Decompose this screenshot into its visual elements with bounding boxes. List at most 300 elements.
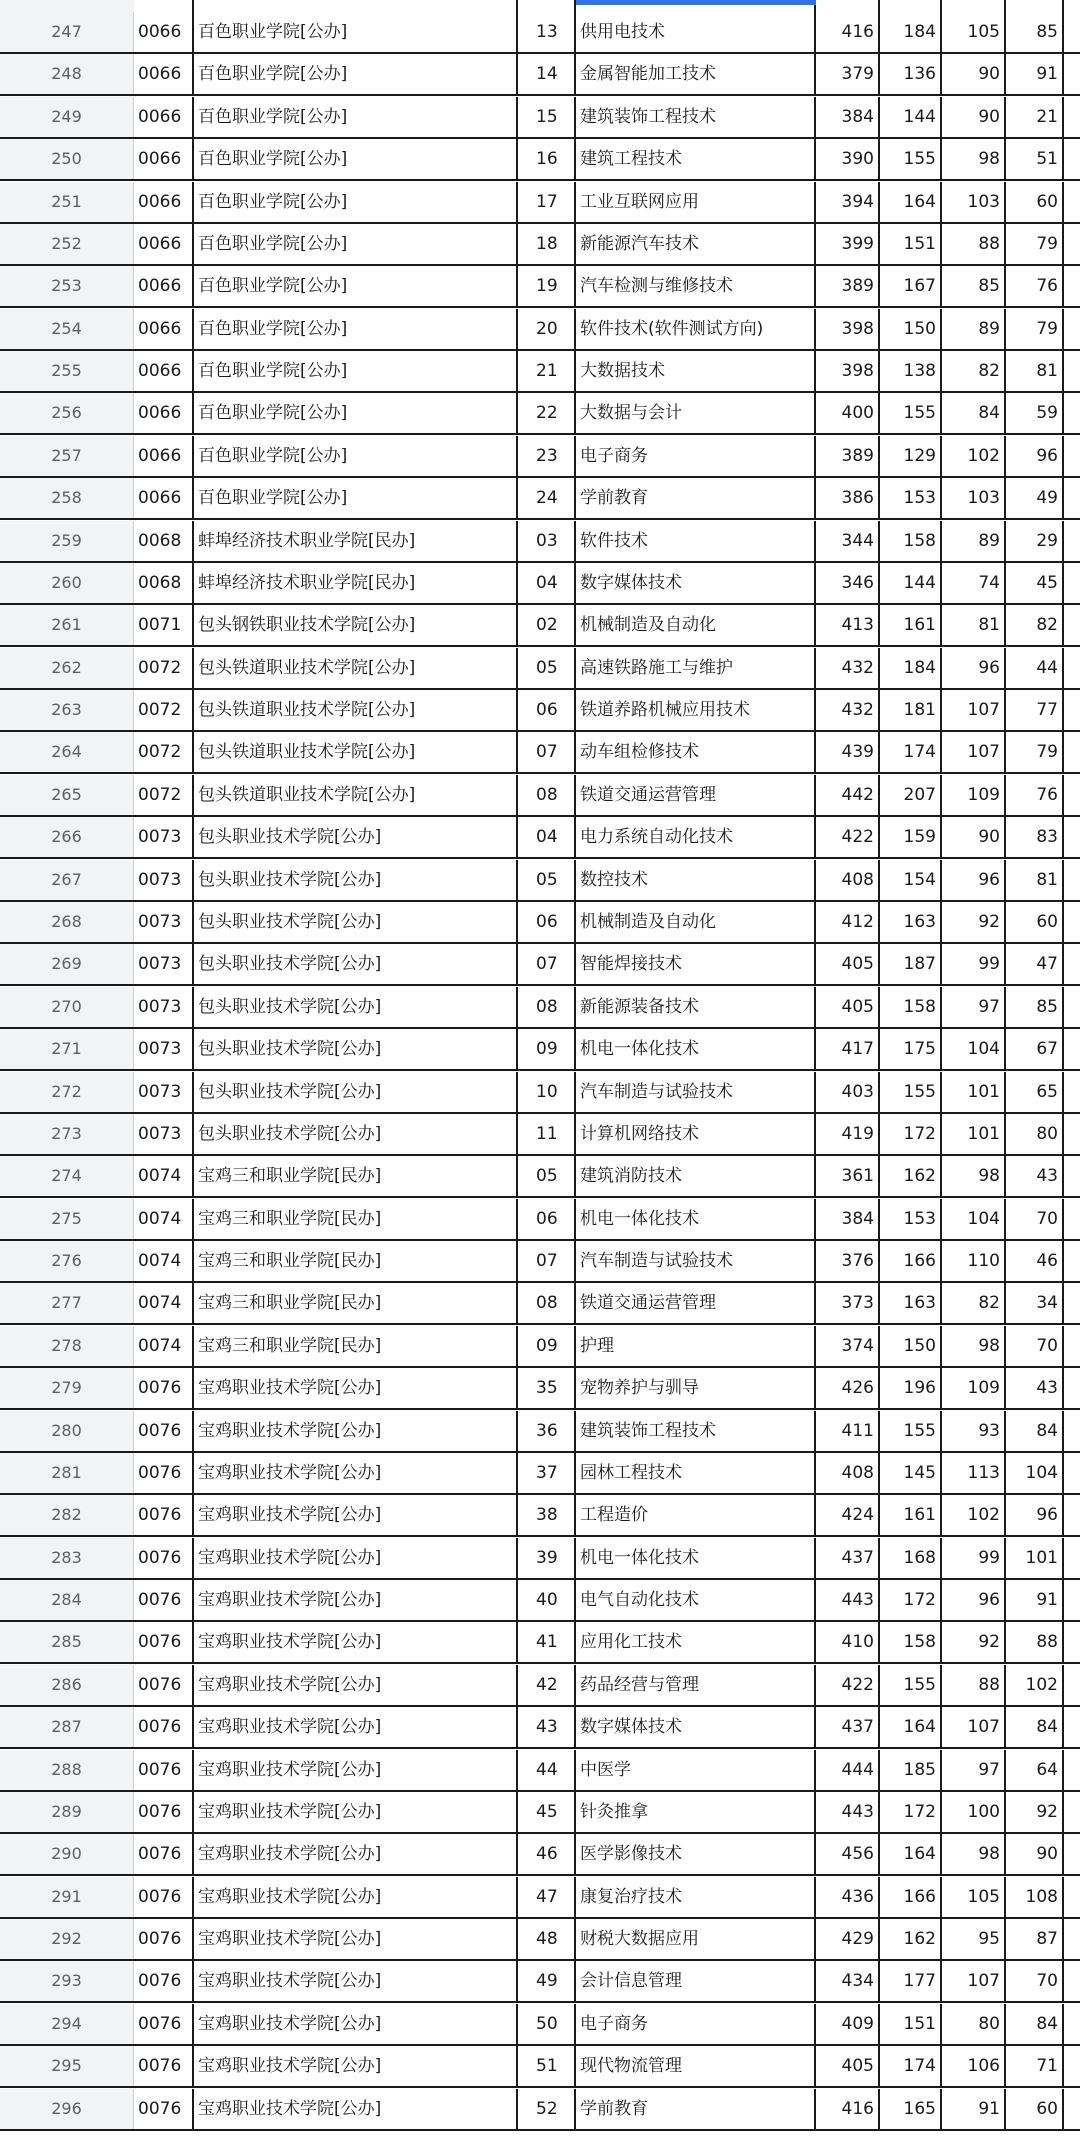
school-code-cell[interactable]: 0076 xyxy=(134,1580,194,1620)
score-col3-cell[interactable]: 110 xyxy=(942,1241,1006,1281)
score-total-cell[interactable]: 424 xyxy=(816,1495,880,1535)
score-col3-cell[interactable]: 113 xyxy=(942,1453,1006,1493)
school-name-cell[interactable]: 包头职业技术学院[公办] xyxy=(194,1114,518,1154)
school-code-cell[interactable]: 0072 xyxy=(134,775,194,815)
score-total-cell[interactable]: 405 xyxy=(816,2046,880,2086)
major-code-cell[interactable]: 06 xyxy=(518,902,576,942)
score-col4-cell[interactable]: 77 xyxy=(1006,690,1064,730)
major-name-cell[interactable]: 建筑装饰工程技术 xyxy=(576,1411,816,1451)
school-name-cell[interactable]: 宝鸡职业技术学院[公办] xyxy=(194,1411,518,1451)
score-col3-cell[interactable]: 89 xyxy=(942,309,1006,349)
table-row[interactable] xyxy=(0,1622,1080,1664)
major-name-cell[interactable]: 汽车检测与维修技术 xyxy=(576,266,816,306)
school-name-cell[interactable]: 百色职业学院[公办] xyxy=(194,351,518,391)
major-name-cell[interactable]: 软件技术 xyxy=(576,521,816,561)
major-code-cell[interactable]: 50 xyxy=(518,2004,576,2044)
score-total-cell[interactable]: 419 xyxy=(816,1114,880,1154)
row-number[interactable]: 277 xyxy=(0,1283,134,1323)
score-col4-cell[interactable]: 90 xyxy=(1006,1834,1064,1874)
major-code-cell[interactable]: 09 xyxy=(518,1326,576,1366)
school-name-cell[interactable]: 宝鸡职业技术学院[公办] xyxy=(194,1580,518,1620)
school-code-cell[interactable]: 0076 xyxy=(134,1368,194,1408)
school-code-cell[interactable]: 0074 xyxy=(134,1283,194,1323)
row-number[interactable]: 270 xyxy=(0,987,134,1027)
major-code-cell[interactable]: 46 xyxy=(518,1834,576,1874)
school-code-cell[interactable]: 0073 xyxy=(134,987,194,1027)
row-number[interactable]: 281 xyxy=(0,1453,134,1493)
table-row[interactable] xyxy=(0,690,1080,732)
school-code-cell[interactable]: 0076 xyxy=(134,1919,194,1959)
school-name-cell[interactable]: 百色职业学院[公办] xyxy=(194,266,518,306)
score-total-cell[interactable]: 443 xyxy=(816,1792,880,1832)
next-column-cell[interactable] xyxy=(1064,2004,1080,2044)
score-total-cell[interactable]: 413 xyxy=(816,605,880,645)
score-total-cell[interactable]: 411 xyxy=(816,1411,880,1451)
table-row[interactable] xyxy=(0,54,1080,96)
major-name-cell[interactable]: 机械制造及自动化 xyxy=(576,902,816,942)
school-name-cell[interactable]: 蚌埠经济技术职业学院[民办] xyxy=(194,563,518,603)
score-col2-cell[interactable]: 165 xyxy=(880,2089,942,2129)
score-total-cell[interactable]: 426 xyxy=(816,1368,880,1408)
major-name-cell[interactable]: 电气自动化技术 xyxy=(576,1580,816,1620)
score-total-cell[interactable]: 405 xyxy=(816,944,880,984)
score-col3-cell[interactable]: 91 xyxy=(942,2089,1006,2129)
table-row[interactable] xyxy=(0,944,1080,986)
row-number[interactable]: 269 xyxy=(0,944,134,984)
major-code-cell[interactable]: 07 xyxy=(518,944,576,984)
row-number[interactable]: 276 xyxy=(0,1241,134,1281)
row-number[interactable]: 261 xyxy=(0,605,134,645)
score-total-cell[interactable]: 439 xyxy=(816,732,880,772)
major-code-cell[interactable]: 47 xyxy=(518,1877,576,1917)
school-name-cell[interactable]: 宝鸡职业技术学院[公办] xyxy=(194,1665,518,1705)
next-column-cell[interactable] xyxy=(1064,775,1080,815)
school-name-cell[interactable]: 宝鸡职业技术学院[公办] xyxy=(194,1538,518,1578)
row-number[interactable]: 250 xyxy=(0,139,134,179)
major-code-cell[interactable]: 51 xyxy=(518,2046,576,2086)
major-name-cell[interactable]: 财税大数据应用 xyxy=(576,1919,816,1959)
score-col4-cell[interactable]: 79 xyxy=(1006,224,1064,264)
score-total-cell[interactable]: 422 xyxy=(816,817,880,857)
school-name-cell[interactable]: 宝鸡职业技术学院[公办] xyxy=(194,1495,518,1535)
major-name-cell[interactable]: 会计信息管理 xyxy=(576,1961,816,2001)
table-row[interactable] xyxy=(0,266,1080,308)
row-number[interactable]: 288 xyxy=(0,1750,134,1790)
major-name-cell[interactable]: 针灸推拿 xyxy=(576,1792,816,1832)
score-col2-cell[interactable]: 154 xyxy=(880,860,942,900)
score-col2-cell[interactable]: 158 xyxy=(880,521,942,561)
score-total-cell[interactable]: 376 xyxy=(816,1241,880,1281)
major-code-cell[interactable]: 16 xyxy=(518,139,576,179)
major-name-cell[interactable]: 宠物养护与驯导 xyxy=(576,1368,816,1408)
major-name-cell[interactable]: 应用化工技术 xyxy=(576,1622,816,1662)
score-col2-cell[interactable]: 196 xyxy=(880,1368,942,1408)
score-col2-cell[interactable]: 150 xyxy=(880,1326,942,1366)
next-column-cell[interactable] xyxy=(1064,224,1080,264)
row-number[interactable]: 293 xyxy=(0,1961,134,2001)
row-number[interactable]: 258 xyxy=(0,478,134,518)
major-name-cell[interactable]: 学前教育 xyxy=(576,478,816,518)
school-name-cell[interactable]: 包头职业技术学院[公办] xyxy=(194,1072,518,1112)
score-col4-cell[interactable]: 46 xyxy=(1006,1241,1064,1281)
score-total-cell[interactable]: 432 xyxy=(816,648,880,688)
table-row[interactable] xyxy=(0,2004,1080,2046)
score-col3-cell[interactable]: 90 xyxy=(942,54,1006,94)
score-col2-cell[interactable]: 162 xyxy=(880,1919,942,1959)
score-col4-cell[interactable]: 43 xyxy=(1006,1368,1064,1408)
score-col4-cell[interactable]: 102 xyxy=(1006,1665,1064,1705)
school-code-cell[interactable]: 0076 xyxy=(134,1495,194,1535)
score-total-cell[interactable]: 403 xyxy=(816,1072,880,1112)
table-row[interactable] xyxy=(0,1072,1080,1114)
major-code-cell[interactable]: 49 xyxy=(518,1961,576,2001)
major-code-cell[interactable]: 14 xyxy=(518,54,576,94)
score-total-cell[interactable]: 422 xyxy=(816,1665,880,1705)
major-name-cell[interactable]: 医学影像技术 xyxy=(576,1834,816,1874)
score-col3-cell[interactable]: 103 xyxy=(942,478,1006,518)
next-column-cell[interactable] xyxy=(1064,1580,1080,1620)
major-name-cell[interactable]: 大数据与会计 xyxy=(576,393,816,433)
major-code-cell[interactable]: 23 xyxy=(518,436,576,476)
school-name-cell[interactable]: 百色职业学院[公办] xyxy=(194,139,518,179)
major-code-cell[interactable]: 15 xyxy=(518,97,576,137)
school-name-cell[interactable]: 百色职业学院[公办] xyxy=(194,97,518,137)
major-name-cell[interactable]: 金属智能加工技术 xyxy=(576,54,816,94)
score-col2-cell[interactable]: 164 xyxy=(880,1707,942,1747)
score-total-cell[interactable]: 408 xyxy=(816,1453,880,1493)
score-col3-cell[interactable]: 101 xyxy=(942,1072,1006,1112)
major-name-cell[interactable]: 机电一体化技术 xyxy=(576,1538,816,1578)
row-number[interactable]: 292 xyxy=(0,1919,134,1959)
table-row[interactable] xyxy=(0,1114,1080,1156)
school-name-cell[interactable]: 百色职业学院[公办] xyxy=(194,478,518,518)
score-col4-cell[interactable]: 81 xyxy=(1006,351,1064,391)
school-code-cell[interactable]: 0068 xyxy=(134,563,194,603)
row-number[interactable]: 253 xyxy=(0,266,134,306)
table-row[interactable] xyxy=(0,1580,1080,1622)
row-number[interactable]: 283 xyxy=(0,1538,134,1578)
school-name-cell[interactable]: 包头铁道职业技术学院[公办] xyxy=(194,775,518,815)
major-name-cell[interactable]: 机电一体化技术 xyxy=(576,1199,816,1239)
next-column-cell[interactable] xyxy=(1064,1665,1080,1705)
score-total-cell[interactable]: 443 xyxy=(816,1580,880,1620)
major-code-cell[interactable]: 48 xyxy=(518,1919,576,1959)
school-name-cell[interactable]: 百色职业学院[公办] xyxy=(194,393,518,433)
next-column-cell[interactable] xyxy=(1064,309,1080,349)
table-row[interactable] xyxy=(0,12,1080,54)
row-number[interactable]: 272 xyxy=(0,1072,134,1112)
score-col3-cell[interactable]: 105 xyxy=(942,1877,1006,1917)
major-code-cell[interactable]: 17 xyxy=(518,182,576,222)
score-col3-cell[interactable]: 95 xyxy=(942,1919,1006,1959)
school-code-cell[interactable]: 0073 xyxy=(134,1072,194,1112)
major-name-cell[interactable]: 中医学 xyxy=(576,1750,816,1790)
school-code-cell[interactable]: 0076 xyxy=(134,2046,194,2086)
school-name-cell[interactable]: 宝鸡三和职业学院[民办] xyxy=(194,1156,518,1196)
major-name-cell[interactable]: 智能焊接技术 xyxy=(576,944,816,984)
score-total-cell[interactable]: 437 xyxy=(816,1538,880,1578)
school-code-cell[interactable]: 0076 xyxy=(134,1707,194,1747)
major-name-cell[interactable]: 建筑消防技术 xyxy=(576,1156,816,1196)
score-total-cell[interactable]: 436 xyxy=(816,1877,880,1917)
school-code-cell[interactable]: 0076 xyxy=(134,1453,194,1493)
score-total-cell[interactable]: 389 xyxy=(816,436,880,476)
major-name-cell[interactable]: 新能源装备技术 xyxy=(576,987,816,1027)
score-total-cell[interactable]: 374 xyxy=(816,1326,880,1366)
table-row[interactable] xyxy=(0,1199,1080,1241)
school-code-cell[interactable]: 0066 xyxy=(134,266,194,306)
score-col2-cell[interactable]: 174 xyxy=(880,732,942,772)
school-name-cell[interactable]: 蚌埠经济技术职业学院[民办] xyxy=(194,521,518,561)
next-column-cell[interactable] xyxy=(1064,1622,1080,1662)
score-col2-cell[interactable]: 155 xyxy=(880,139,942,179)
row-number[interactable]: 289 xyxy=(0,1792,134,1832)
school-code-cell[interactable]: 0074 xyxy=(134,1156,194,1196)
score-col2-cell[interactable]: 163 xyxy=(880,1283,942,1323)
school-name-cell[interactable]: 宝鸡职业技术学院[公办] xyxy=(194,1834,518,1874)
table-row[interactable] xyxy=(0,1750,1080,1792)
score-col2-cell[interactable]: 164 xyxy=(880,182,942,222)
school-code-cell[interactable]: 0072 xyxy=(134,732,194,772)
score-col4-cell[interactable]: 67 xyxy=(1006,1029,1064,1069)
major-name-cell[interactable]: 数字媒体技术 xyxy=(576,1707,816,1747)
score-col3-cell[interactable]: 104 xyxy=(942,1029,1006,1069)
score-col2-cell[interactable]: 185 xyxy=(880,1750,942,1790)
school-name-cell[interactable]: 宝鸡职业技术学院[公办] xyxy=(194,2089,518,2129)
score-col2-cell[interactable]: 151 xyxy=(880,2004,942,2044)
next-column-cell[interactable] xyxy=(1064,1707,1080,1747)
row-number[interactable]: 265 xyxy=(0,775,134,815)
school-name-cell[interactable]: 宝鸡三和职业学院[民办] xyxy=(194,1326,518,1366)
score-col4-cell[interactable]: 96 xyxy=(1006,1495,1064,1535)
score-total-cell[interactable]: 437 xyxy=(816,1707,880,1747)
school-name-cell[interactable]: 宝鸡三和职业学院[民办] xyxy=(194,1283,518,1323)
score-col3-cell[interactable]: 102 xyxy=(942,436,1006,476)
score-total-cell[interactable]: 373 xyxy=(816,1283,880,1323)
school-code-cell[interactable]: 0074 xyxy=(134,1326,194,1366)
score-col4-cell[interactable]: 81 xyxy=(1006,860,1064,900)
row-number[interactable]: 268 xyxy=(0,902,134,942)
major-name-cell[interactable]: 学前教育 xyxy=(576,2089,816,2129)
major-name-cell[interactable]: 现代物流管理 xyxy=(576,2046,816,2086)
major-code-cell[interactable]: 39 xyxy=(518,1538,576,1578)
score-col4-cell[interactable]: 76 xyxy=(1006,266,1064,306)
table-row[interactable] xyxy=(0,987,1080,1029)
major-code-cell[interactable]: 04 xyxy=(518,817,576,857)
major-code-cell[interactable]: 10 xyxy=(518,1072,576,1112)
next-column-cell[interactable] xyxy=(1064,436,1080,476)
score-col2-cell[interactable]: 129 xyxy=(880,436,942,476)
row-number[interactable]: 262 xyxy=(0,648,134,688)
score-col4-cell[interactable]: 70 xyxy=(1006,1961,1064,2001)
next-column-cell[interactable] xyxy=(1064,478,1080,518)
score-col4-cell[interactable]: 59 xyxy=(1006,393,1064,433)
score-col3-cell[interactable]: 101 xyxy=(942,1114,1006,1154)
major-name-cell[interactable]: 康复治疗技术 xyxy=(576,1877,816,1917)
score-col4-cell[interactable]: 71 xyxy=(1006,2046,1064,2086)
next-column-cell[interactable] xyxy=(1064,139,1080,179)
score-col3-cell[interactable]: 74 xyxy=(942,563,1006,603)
score-col4-cell[interactable]: 88 xyxy=(1006,1622,1064,1662)
score-total-cell[interactable]: 434 xyxy=(816,1961,880,2001)
score-col2-cell[interactable]: 158 xyxy=(880,1622,942,1662)
major-name-cell[interactable]: 园林工程技术 xyxy=(576,1453,816,1493)
score-col3-cell[interactable]: 82 xyxy=(942,351,1006,391)
major-code-cell[interactable]: 02 xyxy=(518,605,576,645)
major-code-cell[interactable]: 06 xyxy=(518,690,576,730)
table-row[interactable] xyxy=(0,351,1080,393)
school-code-cell[interactable]: 0076 xyxy=(134,2004,194,2044)
score-col4-cell[interactable]: 79 xyxy=(1006,309,1064,349)
school-code-cell[interactable]: 0076 xyxy=(134,1877,194,1917)
row-number[interactable]: 290 xyxy=(0,1834,134,1874)
score-col2-cell[interactable]: 163 xyxy=(880,902,942,942)
row-number[interactable]: 259 xyxy=(0,521,134,561)
school-name-cell[interactable]: 宝鸡职业技术学院[公办] xyxy=(194,2046,518,2086)
major-code-cell[interactable]: 41 xyxy=(518,1622,576,1662)
school-code-cell[interactable]: 0066 xyxy=(134,351,194,391)
score-total-cell[interactable]: 346 xyxy=(816,563,880,603)
next-column-cell[interactable] xyxy=(1064,1368,1080,1408)
major-name-cell[interactable]: 数控技术 xyxy=(576,860,816,900)
score-col2-cell[interactable]: 151 xyxy=(880,224,942,264)
major-code-cell[interactable]: 37 xyxy=(518,1453,576,1493)
table-row[interactable] xyxy=(0,902,1080,944)
score-col4-cell[interactable]: 60 xyxy=(1006,902,1064,942)
score-total-cell[interactable]: 361 xyxy=(816,1156,880,1196)
major-name-cell[interactable]: 数字媒体技术 xyxy=(576,563,816,603)
table-row[interactable] xyxy=(0,521,1080,563)
score-total-cell[interactable]: 410 xyxy=(816,1622,880,1662)
score-col3-cell[interactable]: 98 xyxy=(942,139,1006,179)
school-code-cell[interactable]: 0073 xyxy=(134,860,194,900)
table-row[interactable] xyxy=(0,436,1080,478)
score-total-cell[interactable]: 416 xyxy=(816,2089,880,2129)
score-col4-cell[interactable]: 91 xyxy=(1006,1580,1064,1620)
major-code-cell[interactable]: 43 xyxy=(518,1707,576,1747)
score-col4-cell[interactable]: 45 xyxy=(1006,563,1064,603)
table-row[interactable] xyxy=(0,1665,1080,1707)
major-name-cell[interactable]: 铁道交通运营管理 xyxy=(576,775,816,815)
school-name-cell[interactable]: 宝鸡职业技术学院[公办] xyxy=(194,1961,518,2001)
score-col2-cell[interactable]: 153 xyxy=(880,1199,942,1239)
major-code-cell[interactable]: 09 xyxy=(518,1029,576,1069)
school-code-cell[interactable]: 0076 xyxy=(134,1750,194,1790)
score-col2-cell[interactable]: 184 xyxy=(880,648,942,688)
school-name-cell[interactable]: 包头职业技术学院[公办] xyxy=(194,817,518,857)
major-code-cell[interactable]: 24 xyxy=(518,478,576,518)
table-row[interactable] xyxy=(0,1368,1080,1410)
score-total-cell[interactable]: 389 xyxy=(816,266,880,306)
school-code-cell[interactable]: 0073 xyxy=(134,944,194,984)
score-col2-cell[interactable]: 155 xyxy=(880,393,942,433)
major-name-cell[interactable]: 药品经营与管理 xyxy=(576,1665,816,1705)
table-row[interactable] xyxy=(0,732,1080,774)
score-col4-cell[interactable]: 29 xyxy=(1006,521,1064,561)
score-col2-cell[interactable]: 145 xyxy=(880,1453,942,1493)
score-col2-cell[interactable]: 158 xyxy=(880,987,942,1027)
score-col4-cell[interactable]: 49 xyxy=(1006,478,1064,518)
table-row[interactable] xyxy=(0,1156,1080,1198)
row-number[interactable]: 251 xyxy=(0,182,134,222)
score-col3-cell[interactable]: 102 xyxy=(942,1495,1006,1535)
next-column-cell[interactable] xyxy=(1064,266,1080,306)
score-total-cell[interactable]: 384 xyxy=(816,1199,880,1239)
score-col3-cell[interactable]: 99 xyxy=(942,944,1006,984)
score-col4-cell[interactable]: 47 xyxy=(1006,944,1064,984)
score-col3-cell[interactable]: 80 xyxy=(942,2004,1006,2044)
score-col4-cell[interactable]: 92 xyxy=(1006,1792,1064,1832)
major-code-cell[interactable]: 08 xyxy=(518,1283,576,1323)
score-col4-cell[interactable]: 21 xyxy=(1006,97,1064,137)
major-name-cell[interactable]: 新能源汽车技术 xyxy=(576,224,816,264)
school-code-cell[interactable]: 0074 xyxy=(134,1199,194,1239)
school-code-cell[interactable]: 0066 xyxy=(134,182,194,222)
table-row[interactable] xyxy=(0,224,1080,266)
next-column-cell[interactable] xyxy=(1064,182,1080,222)
major-name-cell[interactable]: 电子商务 xyxy=(576,436,816,476)
school-code-cell[interactable]: 0072 xyxy=(134,690,194,730)
school-code-cell[interactable]: 0076 xyxy=(134,1665,194,1705)
row-number[interactable]: 287 xyxy=(0,1707,134,1747)
score-col4-cell[interactable]: 83 xyxy=(1006,817,1064,857)
score-col3-cell[interactable]: 107 xyxy=(942,732,1006,772)
major-code-cell[interactable]: 08 xyxy=(518,987,576,1027)
next-column-cell[interactable] xyxy=(1064,1961,1080,2001)
table-row[interactable] xyxy=(0,1326,1080,1368)
school-code-cell[interactable]: 0076 xyxy=(134,2089,194,2129)
row-number[interactable]: 280 xyxy=(0,1411,134,1451)
next-column-cell[interactable] xyxy=(1064,902,1080,942)
table-row[interactable] xyxy=(0,2089,1080,2131)
score-total-cell[interactable]: 405 xyxy=(816,987,880,1027)
score-col4-cell[interactable]: 65 xyxy=(1006,1072,1064,1112)
score-col2-cell[interactable]: 174 xyxy=(880,2046,942,2086)
table-row[interactable] xyxy=(0,182,1080,224)
next-column-cell[interactable] xyxy=(1064,1241,1080,1281)
major-name-cell[interactable]: 电力系统自动化技术 xyxy=(576,817,816,857)
row-number[interactable]: 286 xyxy=(0,1665,134,1705)
score-col3-cell[interactable]: 85 xyxy=(942,266,1006,306)
score-col4-cell[interactable]: 84 xyxy=(1006,2004,1064,2044)
score-col2-cell[interactable]: 175 xyxy=(880,1029,942,1069)
school-name-cell[interactable]: 百色职业学院[公办] xyxy=(194,12,518,52)
row-number[interactable]: 257 xyxy=(0,436,134,476)
score-col2-cell[interactable]: 207 xyxy=(880,775,942,815)
row-number[interactable]: 294 xyxy=(0,2004,134,2044)
score-total-cell[interactable]: 390 xyxy=(816,139,880,179)
major-code-cell[interactable]: 35 xyxy=(518,1368,576,1408)
row-number[interactable]: 266 xyxy=(0,817,134,857)
next-column-cell[interactable] xyxy=(1064,2089,1080,2129)
score-col4-cell[interactable]: 96 xyxy=(1006,436,1064,476)
row-number[interactable]: 273 xyxy=(0,1114,134,1154)
score-col2-cell[interactable]: 155 xyxy=(880,1072,942,1112)
score-col2-cell[interactable]: 168 xyxy=(880,1538,942,1578)
score-col3-cell[interactable]: 90 xyxy=(942,97,1006,137)
score-col4-cell[interactable]: 64 xyxy=(1006,1750,1064,1790)
table-row[interactable] xyxy=(0,393,1080,435)
next-column-cell[interactable] xyxy=(1064,1750,1080,1790)
next-column-cell[interactable] xyxy=(1064,1199,1080,1239)
school-code-cell[interactable]: 0073 xyxy=(134,1114,194,1154)
score-col4-cell[interactable]: 79 xyxy=(1006,732,1064,772)
major-code-cell[interactable]: 18 xyxy=(518,224,576,264)
score-col4-cell[interactable]: 51 xyxy=(1006,139,1064,179)
row-number[interactable]: 264 xyxy=(0,732,134,772)
score-col3-cell[interactable]: 106 xyxy=(942,2046,1006,2086)
score-col4-cell[interactable]: 84 xyxy=(1006,1707,1064,1747)
